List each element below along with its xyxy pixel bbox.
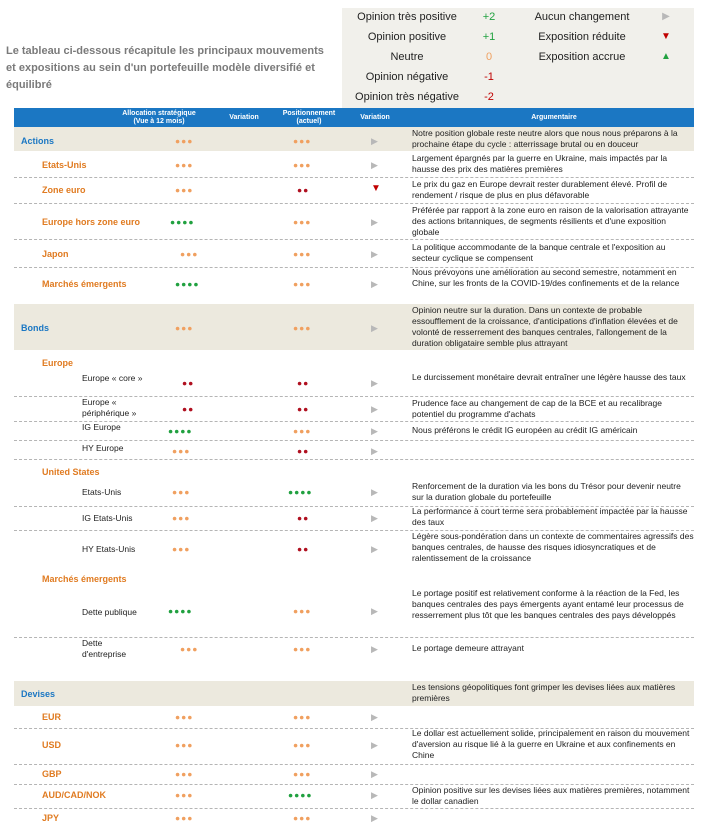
no-change-icon: ▶ xyxy=(371,712,378,722)
row-label: Japon xyxy=(42,249,69,259)
table-row xyxy=(14,372,694,397)
intro-text: Le tableau ci-dessous récapitule les principaux mouvements et expositions au sein d'un portefeuille modèle diversifié et équilibré xyxy=(6,45,324,91)
table-row xyxy=(14,587,694,638)
no-change-icon: ▶ xyxy=(371,426,378,436)
allocation-dots: ●●● xyxy=(172,446,191,456)
row-label: HY Europe xyxy=(82,443,124,453)
table-row xyxy=(14,304,694,350)
legend-row xyxy=(342,48,694,68)
row-label: Etats-Unis xyxy=(82,487,122,497)
header-variation: Variation xyxy=(229,114,259,121)
argument-text: Le dollar est actuellement solide, principalement en raison du mouvement d'aversion au risque lié à la guerre en Ukraine et aux confinements en Chine xyxy=(412,728,690,760)
allocation-dots: ●●● xyxy=(175,813,194,823)
position-dots: ●● xyxy=(297,446,310,456)
allocation-dots: ●●● xyxy=(175,185,194,195)
no-change-icon: ▶ xyxy=(371,249,378,259)
table-row xyxy=(14,637,694,663)
no-change-icon: ▶ xyxy=(371,323,378,333)
argument-text: Le portage positif est relativement conforme à la réaction de la Fed, les banques centrales des pays émergents ayant entamé leur processus de resserrement plus tôt que les banques centrales des pays développés xyxy=(412,588,684,620)
table-row xyxy=(14,421,694,441)
no-change-icon: ▶ xyxy=(371,378,378,388)
table-row xyxy=(14,506,694,531)
header-positionnement: Positionnement (actuel) xyxy=(282,110,336,125)
row-label: United States xyxy=(42,467,100,477)
allocation-dots: ●●● xyxy=(175,136,194,146)
row-label: Bonds xyxy=(21,323,49,333)
position-dots: ●● xyxy=(297,378,310,388)
gray-right-triangle-icon: ▶ xyxy=(662,11,670,22)
legend-row xyxy=(342,88,694,108)
legend-opinion-label: Neutre xyxy=(390,51,424,63)
row-label: Actions xyxy=(21,136,55,146)
no-change-icon: ▶ xyxy=(371,740,378,750)
row-label: GBP xyxy=(42,769,62,779)
table-row xyxy=(14,203,694,240)
row-label: Marchés émergents xyxy=(42,574,127,584)
position-dots: ●●● xyxy=(293,740,312,750)
argument-text: Le durcissement monétaire devrait entraîner une légère hausse des taux xyxy=(412,372,686,382)
allocation-dots: ●●● xyxy=(172,487,191,497)
argument-text: Renforcement de la duration via les bons du Trésor pour devenir neutre sur la duration globale du portefeuille xyxy=(412,481,681,502)
table-row xyxy=(14,808,694,828)
row-label: Devises xyxy=(21,689,56,699)
argument-text: Nous préférons le crédit IG européen au crédit IG américain xyxy=(412,425,638,435)
table-row xyxy=(14,177,694,204)
position-dots: ●●● xyxy=(293,606,312,616)
no-change-icon: ▶ xyxy=(371,217,378,227)
row-label: Europe « périphérique » xyxy=(82,397,137,418)
reduced-exposure-icon: ▼ xyxy=(371,183,381,194)
legend-change-label: Exposition réduite xyxy=(538,31,626,43)
position-dots: ●● xyxy=(297,404,310,414)
position-dots: ●●● xyxy=(293,426,312,436)
legend-change-label: Aucun changement xyxy=(534,11,630,23)
legend-opinion-value: -1 xyxy=(484,71,494,83)
position-dots: ●● xyxy=(297,544,310,554)
allocation-dots: ●●● xyxy=(175,160,194,170)
no-change-icon: ▶ xyxy=(371,513,378,523)
legend-change-label: Exposition accrue xyxy=(538,51,626,63)
no-change-icon: ▶ xyxy=(371,136,378,146)
legend-opinion-label: Opinion très positive xyxy=(357,11,457,23)
argument-text: La politique accommodante de la banque centrale et l'exposition au secteur cyclique se compensent xyxy=(412,242,666,263)
table-row xyxy=(14,440,694,460)
legend-opinion-value: -2 xyxy=(484,91,494,103)
position-dots: ●●● xyxy=(293,136,312,146)
row-label: Zone euro xyxy=(42,185,86,195)
table-row xyxy=(14,706,694,729)
no-change-icon: ▶ xyxy=(371,446,378,456)
allocation-dots: ●●●● xyxy=(175,279,200,289)
red-down-triangle-icon: ▼ xyxy=(661,31,671,42)
table-row xyxy=(14,728,694,765)
no-change-icon: ▶ xyxy=(371,279,378,289)
allocation-dots: ●●● xyxy=(175,323,194,333)
argument-text: Opinion positive sur les devises liées aux matières premières, notamment le dollar canadien xyxy=(412,785,690,806)
table-row xyxy=(14,127,694,151)
position-dots: ●●●● xyxy=(288,487,313,497)
table-row xyxy=(14,267,694,302)
argument-text: Les tensions géopolitiques font grimper les devises liées aux matières premières xyxy=(412,682,676,703)
row-label: JPY xyxy=(42,813,60,823)
table-row xyxy=(14,480,694,507)
argument-text: Nous prévoyons une amélioration au second semestre, notamment en Chine, sur les fronts de la COVID-19/des confinements et de la relance xyxy=(412,267,680,288)
argument-text: Le prix du gaz en Europe devrait rester durablement élevé. Profil de rendement / risque de plus en plus défavorable xyxy=(412,179,668,200)
allocation-dots: ●● xyxy=(182,404,195,414)
allocation-dots: ●●● xyxy=(172,513,191,523)
argument-text: Préférée par rapport à la zone euro en raison de la valorisation attrayante des actions britanniques, de segments résilients et d'une exposition globale xyxy=(412,205,689,237)
position-dots: ●●● xyxy=(293,217,312,227)
header-allocation: Allocation stratégique (Vue à 12 mois) xyxy=(122,110,196,125)
table-row xyxy=(14,764,694,785)
argument-text: Notre position globale reste neutre alors que nous nous préparons à la prochaine étape du cycle : atterrissage brutal ou en douceur xyxy=(412,128,678,149)
green-up-triangle-icon: ▲ xyxy=(661,51,671,62)
table-row xyxy=(14,571,694,587)
position-dots: ●● xyxy=(297,185,310,195)
argument-text: Largement épargnés par la guerre en Ukraine, mais impactés par la hausse des prix des matières premières xyxy=(412,153,668,174)
position-dots: ●●● xyxy=(293,160,312,170)
legend-box xyxy=(342,8,694,108)
argument-text: La performance à court terme sera probablement impactée par la hausse des taux xyxy=(412,506,688,527)
allocation-dots: ●●● xyxy=(175,790,194,800)
position-dots: ●●● xyxy=(293,323,312,333)
argument-text: Le portage demeure attrayant xyxy=(412,643,524,653)
table-row xyxy=(14,530,694,567)
argument-text: Légère sous-pondération dans un contexte de commentaires agressifs des banques centrales, de hausse des risques idiosyncratiques et de ralentissement de la croissance xyxy=(412,531,694,563)
position-dots: ●●● xyxy=(293,644,312,654)
legend-opinion-value: +2 xyxy=(482,11,496,23)
no-change-icon: ▶ xyxy=(371,160,378,170)
allocation-dots: ●●● xyxy=(172,544,191,554)
allocation-dots: ●●●● xyxy=(170,217,195,227)
argument-text: Prudence face au changement de cap de la BCE et au recalibrage potentiel du programme d'achats xyxy=(412,398,662,419)
position-dots: ●●● xyxy=(293,769,312,779)
row-label: IG Etats-Unis xyxy=(82,513,133,523)
row-label: USD xyxy=(42,740,62,750)
row-label: Europe xyxy=(42,358,74,368)
row-label: AUD/CAD/NOK xyxy=(42,790,106,800)
row-label: Dette d'entreprise xyxy=(82,638,127,659)
header-argumentaire: Argumentaire xyxy=(531,114,577,121)
legend-opinion-label: Opinion très négative xyxy=(355,91,459,103)
position-dots: ●●●● xyxy=(288,790,313,800)
table-row xyxy=(14,151,694,178)
position-dots: ●●● xyxy=(293,813,312,823)
table-row xyxy=(14,681,694,706)
no-change-icon: ▶ xyxy=(371,404,378,414)
row-label: Europe hors zone euro xyxy=(42,217,141,227)
legend-opinion-value: 0 xyxy=(485,51,493,63)
row-label: IG Europe xyxy=(82,422,121,432)
legend-row xyxy=(342,8,694,28)
table-row xyxy=(14,462,694,480)
no-change-icon: ▶ xyxy=(371,606,378,616)
no-change-icon: ▶ xyxy=(371,487,378,497)
table-header xyxy=(14,108,694,127)
legend-row xyxy=(342,28,694,48)
no-change-icon: ▶ xyxy=(371,790,378,800)
allocation-dots: ●●● xyxy=(175,769,194,779)
no-change-icon: ▶ xyxy=(371,813,378,823)
row-label: HY Etats-Unis xyxy=(82,544,136,554)
no-change-icon: ▶ xyxy=(371,544,378,554)
table-row xyxy=(14,239,694,268)
position-dots: ●● xyxy=(297,513,310,523)
position-dots: ●●● xyxy=(293,712,312,722)
table-row xyxy=(14,354,694,372)
allocation-dots: ●●●● xyxy=(168,606,193,616)
table-row xyxy=(14,784,694,809)
allocation-dots: ●●● xyxy=(175,740,194,750)
table-row xyxy=(14,396,694,422)
allocation-dots: ●●●● xyxy=(168,426,193,436)
row-label: Marchés émergents xyxy=(42,279,127,289)
allocation-dots: ●●● xyxy=(180,644,199,654)
header-variation: Variation xyxy=(360,114,390,121)
legend-opinion-label: Opinion négative xyxy=(365,71,449,83)
argument-text: Opinion neutre sur la duration. Dans un contexte de probable essoufflement de la croissance, d'anticipations d'inflation élevées et de volonté de resserrement des banques centrales, l'allongement de la duration obligataire semble plus attrayant xyxy=(412,305,678,348)
allocation-dots: ●● xyxy=(182,378,195,388)
row-label: Europe « core » xyxy=(82,373,143,383)
position-dots: ●●● xyxy=(293,279,312,289)
legend-row xyxy=(342,68,694,88)
legend-opinion-value: +1 xyxy=(482,31,496,43)
legend-opinion-label: Opinion positive xyxy=(367,31,447,43)
position-dots: ●●● xyxy=(293,249,312,259)
row-label: Dette publique xyxy=(82,607,137,617)
allocation-dots: ●●● xyxy=(180,249,199,259)
row-label: EUR xyxy=(42,712,62,722)
allocation-dots: ●●● xyxy=(175,712,194,722)
no-change-icon: ▶ xyxy=(371,769,378,779)
no-change-icon: ▶ xyxy=(371,644,378,654)
row-label: Etats-Unis xyxy=(42,160,87,170)
